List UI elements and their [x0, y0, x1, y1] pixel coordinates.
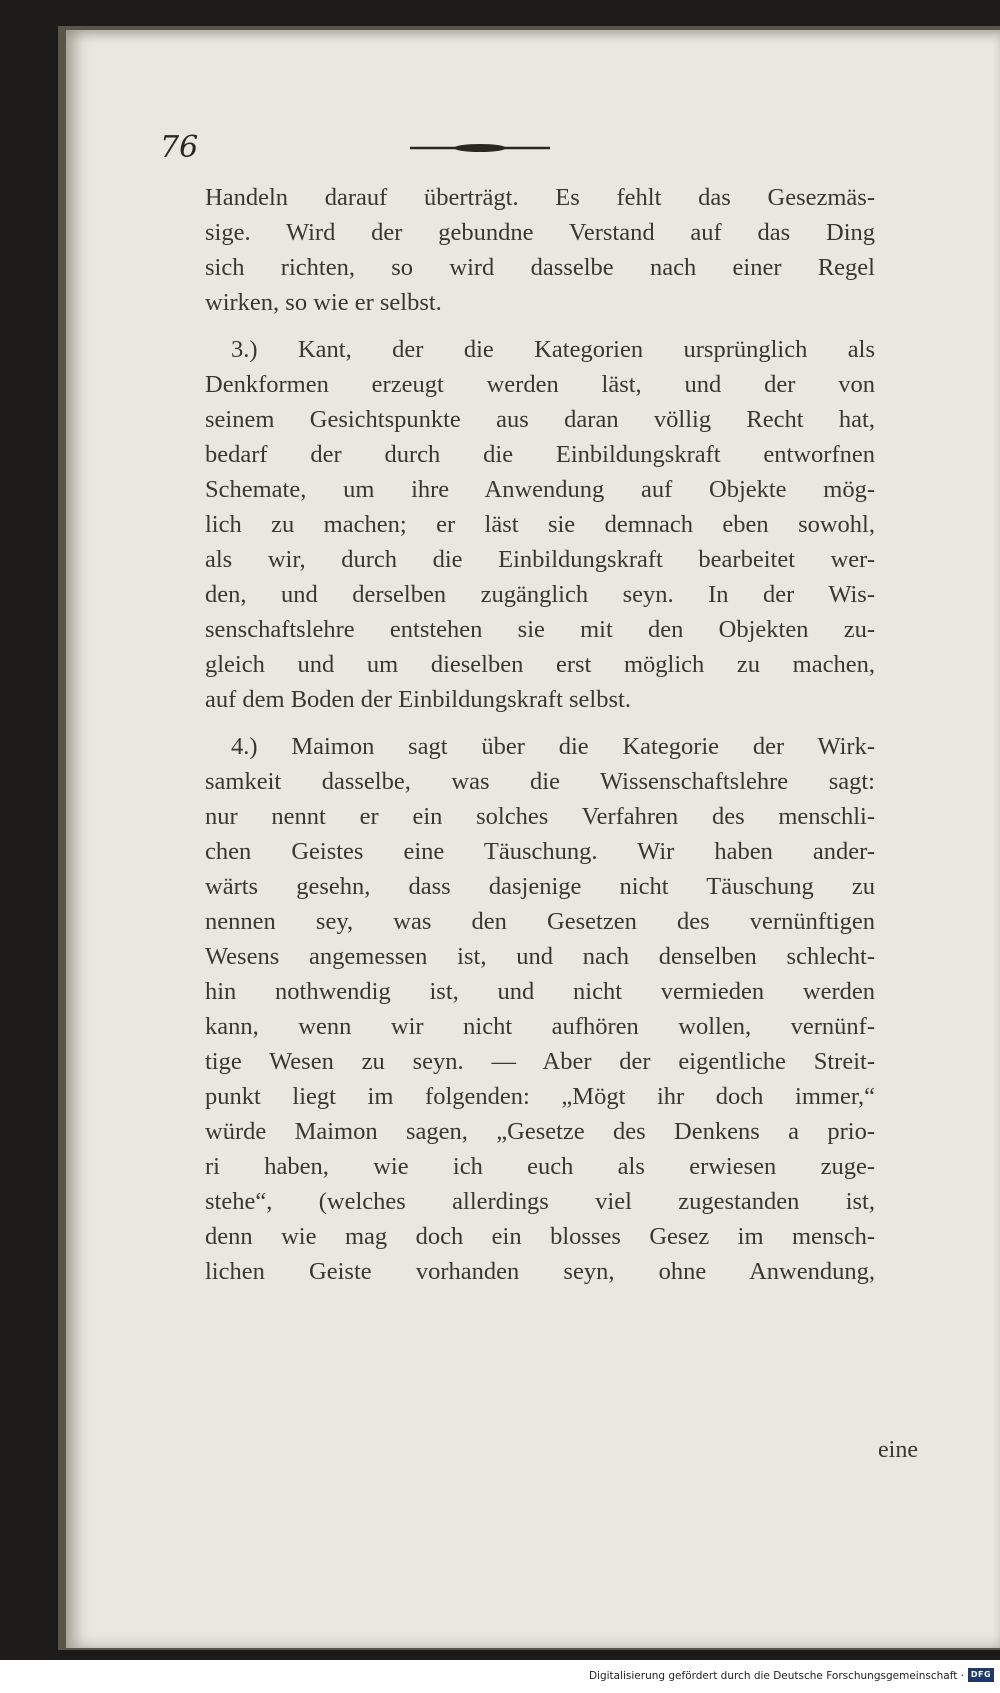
text-line: bedarf der durch die Einbildungskraft entworfnen: [205, 441, 875, 468]
text-line: nennen sey, was den Gesetzen des vernünftigen: [205, 908, 875, 935]
text-line: wirken, so wie er selbst.: [205, 289, 442, 316]
text-line: stehe“, (welches allerdings viel zugestanden ist,: [205, 1188, 875, 1215]
footer-bar: [0, 1662, 1000, 1693]
funding-credit: Digitalisierung gefördert durch die Deutsche Forschungsgemeinschaft ·: [588, 1670, 964, 1682]
text-line: tige Wesen zu seyn. — Aber der eigentliche Streit-: [205, 1048, 875, 1075]
text-line: senschaftslehre entstehen sie mit den Objekten zu-: [205, 616, 875, 643]
text-line: 3.) Kant, der die Kategorien ursprünglich als: [231, 336, 875, 363]
text-line: lichen Geiste vorhanden seyn, ohne Anwendung,: [205, 1258, 875, 1285]
text-line: 4.) Maimon sagt über die Kategorie der Wirk-: [231, 733, 875, 760]
catchword: eine: [878, 1437, 918, 1463]
text-line: punkt liegt im folgenden: „Mögt ihr doch immer,“: [205, 1083, 875, 1110]
text-line: Handeln darauf überträgt. Es fehlt das Gesezmäs-: [205, 184, 875, 211]
text-line: auf dem Boden der Einbildungskraft selbst.: [205, 686, 631, 713]
ornament-rule: [410, 140, 550, 156]
text-line: würde Maimon sagen, „Gesetze des Denkens a prio-: [205, 1118, 875, 1145]
text-line: Schemate, um ihre Anwendung auf Objekte mög-: [205, 476, 875, 503]
text-line: wärts gesehn, dass dasjenige nicht Täuschung zu: [205, 873, 875, 900]
text-line: sich richten, so wird dasselbe nach einer Regel: [205, 254, 875, 281]
text-line: Denkformen erzeugt werden läst, und der von: [205, 371, 875, 398]
text-line: kann, wenn wir nicht aufhören wollen, vernünf-: [205, 1013, 875, 1040]
text-line: denn wie mag doch ein blosses Gesez im mensch-: [205, 1223, 875, 1250]
text-line: seinem Gesichtspunkte aus daran völlig Recht hat,: [205, 406, 875, 433]
text-line: hin nothwendig ist, und nicht vermieden werden: [205, 978, 875, 1005]
text-line: Wesens angemessen ist, und nach denselben schlecht-: [205, 943, 875, 970]
text-line: samkeit dasselbe, was die Wissenschaftslehre sagt:: [205, 768, 875, 795]
page-number: 76: [160, 130, 199, 165]
text-line: als wir, durch die Einbildungskraft bearbeitet wer-: [205, 546, 875, 573]
text-line: ri haben, wie ich euch als erwiesen zuge-: [205, 1153, 875, 1180]
text-line: sige. Wird der gebundne Verstand auf das Ding: [205, 219, 875, 246]
text-line: lich zu machen; er läst sie demnach eben sowohl,: [205, 511, 875, 538]
text-line: den, und derselben zugänglich seyn. In der Wis-: [205, 581, 875, 608]
text-line: nur nennt er ein solches Verfahren des menschli-: [205, 803, 875, 830]
dfg-logo: DFG: [968, 1668, 994, 1682]
text-line: gleich und um dieselben erst möglich zu machen,: [205, 651, 875, 678]
body-text: [205, 180, 875, 1289]
text-line: chen Geistes eine Täuschung. Wir haben ander-: [205, 838, 875, 865]
